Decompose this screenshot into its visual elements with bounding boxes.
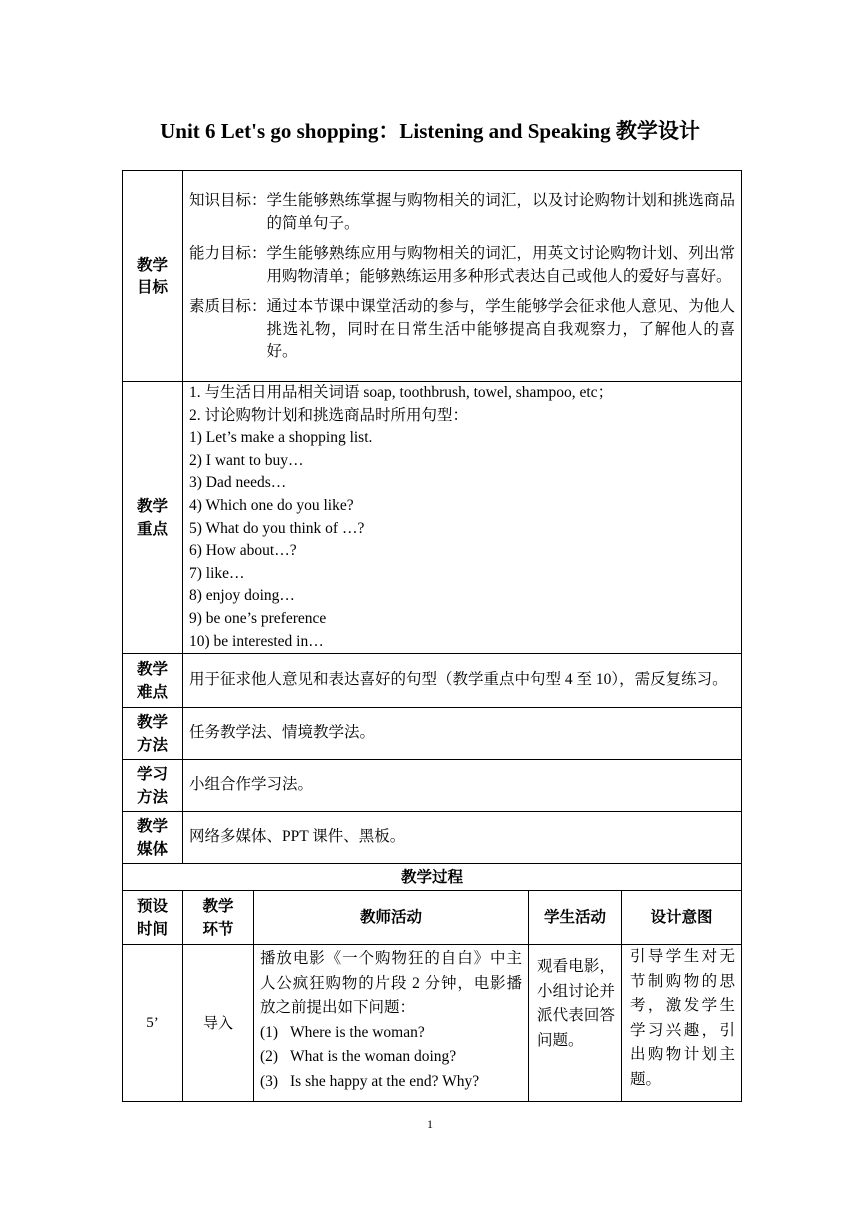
process-title: 教学过程 [123, 864, 742, 891]
difficulties-content [183, 654, 742, 708]
process-row [123, 945, 742, 1102]
media-header-line1: 教学 [136, 817, 168, 836]
key-points-header-line2: 重点 [136, 519, 168, 538]
objective-text: 学生能够熟练应用与购物相关的词汇，用英文讨论购物计划、列出常用购物清单；能够熟练运用多种形式表达自己或他人的爱好与喜好。 [266, 245, 736, 285]
question-text: What is the woman doing? [290, 1048, 457, 1066]
difficulties-row [123, 654, 742, 708]
student-activity-text: 观看电影，小组讨论并派代表回答问题。 [537, 958, 615, 1049]
media-content [183, 812, 742, 864]
key-point-line: 1) Let’s make a shopping list. [189, 429, 373, 447]
row-student-activity [529, 945, 622, 1102]
learning-row [123, 760, 742, 812]
learning-header-line2: 方法 [136, 787, 168, 806]
col-student-header: 学生活动 [529, 891, 622, 945]
col-time-line1: 预设 [136, 897, 168, 916]
objective-label: 能力目标： [189, 245, 267, 263]
process-header-row [123, 891, 742, 945]
difficulties-text: 用于征求他人意见和表达喜好的句型（教学重点中句型 4 至 10），需反复练习。 [189, 671, 728, 689]
col-stage-header [183, 891, 254, 945]
ability-objective [189, 243, 735, 288]
key-point-line: 10) be interested in… [189, 632, 324, 650]
key-point-line: 8) enjoy doing… [189, 587, 295, 605]
lesson-plan-table [122, 170, 742, 1102]
objectives-content [183, 171, 742, 382]
design-intent-text: 引导学生对无节制购物的思考，激发学生学习兴趣，引出购物计划主题。 [630, 948, 736, 1088]
methods-text: 任务教学法、情境教学法。 [189, 724, 376, 742]
knowledge-objective [189, 190, 735, 235]
quality-objective [189, 296, 735, 364]
question-number: (3) [260, 1072, 279, 1090]
learning-header [123, 760, 183, 812]
question-item [260, 1021, 522, 1046]
col-time-header [123, 891, 183, 945]
key-point-line: 9) be one’s preference [189, 609, 327, 627]
question-item [260, 1045, 522, 1070]
col-stage-line2: 环节 [202, 919, 234, 938]
methods-content [183, 708, 742, 760]
learning-header-line1: 学习 [136, 765, 168, 784]
question-text: Where is the woman? [290, 1023, 425, 1041]
media-header-line2: 媒体 [136, 839, 168, 858]
objective-text: 通过本节课中课堂活动的参与，学生能够学会征求他人意见、为他人挑选礼物，同时在日常生活中能够提高自我观察力，了解他人的喜好。 [266, 298, 736, 361]
question-number: (2) [260, 1048, 279, 1066]
methods-row [123, 708, 742, 760]
row-stage: 导入 [183, 945, 254, 1102]
methods-header-line2: 方法 [136, 735, 168, 754]
document-title: Unit 6 Let's go shopping：Listening and Speaking 教学设计 [160, 119, 700, 143]
methods-header-line1: 教学 [136, 713, 168, 732]
key-points-content [183, 382, 742, 654]
question-item [260, 1070, 522, 1095]
key-point-line: 3) Dad needs… [189, 474, 287, 492]
key-point-line: 1. 与生活日用品相关词语 soap, toothbrush, towel, shampoo, etc； [189, 384, 614, 401]
learning-content [183, 760, 742, 812]
objectives-header-line2: 目标 [136, 278, 168, 296]
objectives-row [123, 171, 742, 382]
question-text: Is she happy at the end? Why? [290, 1072, 480, 1090]
key-point-line: 6) How about…? [189, 542, 297, 560]
key-points-list [183, 382, 741, 653]
objective-label: 知识目标： [189, 192, 267, 210]
process-title-row [123, 864, 742, 891]
page-number: 1 [427, 1117, 433, 1131]
learning-text: 小组合作学习法。 [189, 776, 314, 794]
col-intent-header: 设计意图 [622, 891, 742, 945]
difficulties-header-line1: 教学 [136, 660, 168, 679]
row-time: 5’ [123, 945, 183, 1102]
media-row [123, 812, 742, 864]
key-point-line: 7) like… [189, 564, 245, 582]
teacher-intro: 播放电影《一个购物狂的自白》中主人公疯狂购物的片段 2 分钟，电影播放之前提出如下问题： [260, 950, 522, 1017]
col-time-line2: 时间 [136, 919, 168, 938]
key-points-header [123, 382, 183, 654]
question-number: (1) [260, 1023, 279, 1041]
col-teacher-header: 教师活动 [254, 891, 529, 945]
media-header [123, 812, 183, 864]
difficulties-header-line2: 难点 [136, 682, 168, 701]
key-point-line: 5) What do you think of …? [189, 519, 365, 537]
key-points-row [123, 382, 742, 654]
difficulties-header [123, 654, 183, 708]
methods-header [123, 708, 183, 760]
objectives-header [123, 171, 183, 382]
media-text: 网络多媒体、PPT 课件、黑板。 [189, 828, 406, 846]
key-point-line: 4) Which one do you like? [189, 496, 354, 514]
objective-label: 素质目标： [189, 298, 267, 316]
row-design-intent [622, 945, 742, 1102]
key-points-header-line1: 教学 [136, 497, 168, 516]
col-stage-line1: 教学 [202, 897, 234, 916]
objectives-header-line1: 教学 [136, 255, 168, 274]
objective-text: 学生能够熟练掌握与购物相关的词汇，以及讨论购物计划和挑选商品的简单句子。 [266, 192, 736, 232]
key-point-line: 2. 讨论购物计划和挑选商品时所用句型： [189, 406, 469, 424]
key-point-line: 2) I want to buy… [189, 451, 304, 469]
row-teacher-activity [254, 945, 529, 1102]
question-list [260, 1021, 522, 1095]
